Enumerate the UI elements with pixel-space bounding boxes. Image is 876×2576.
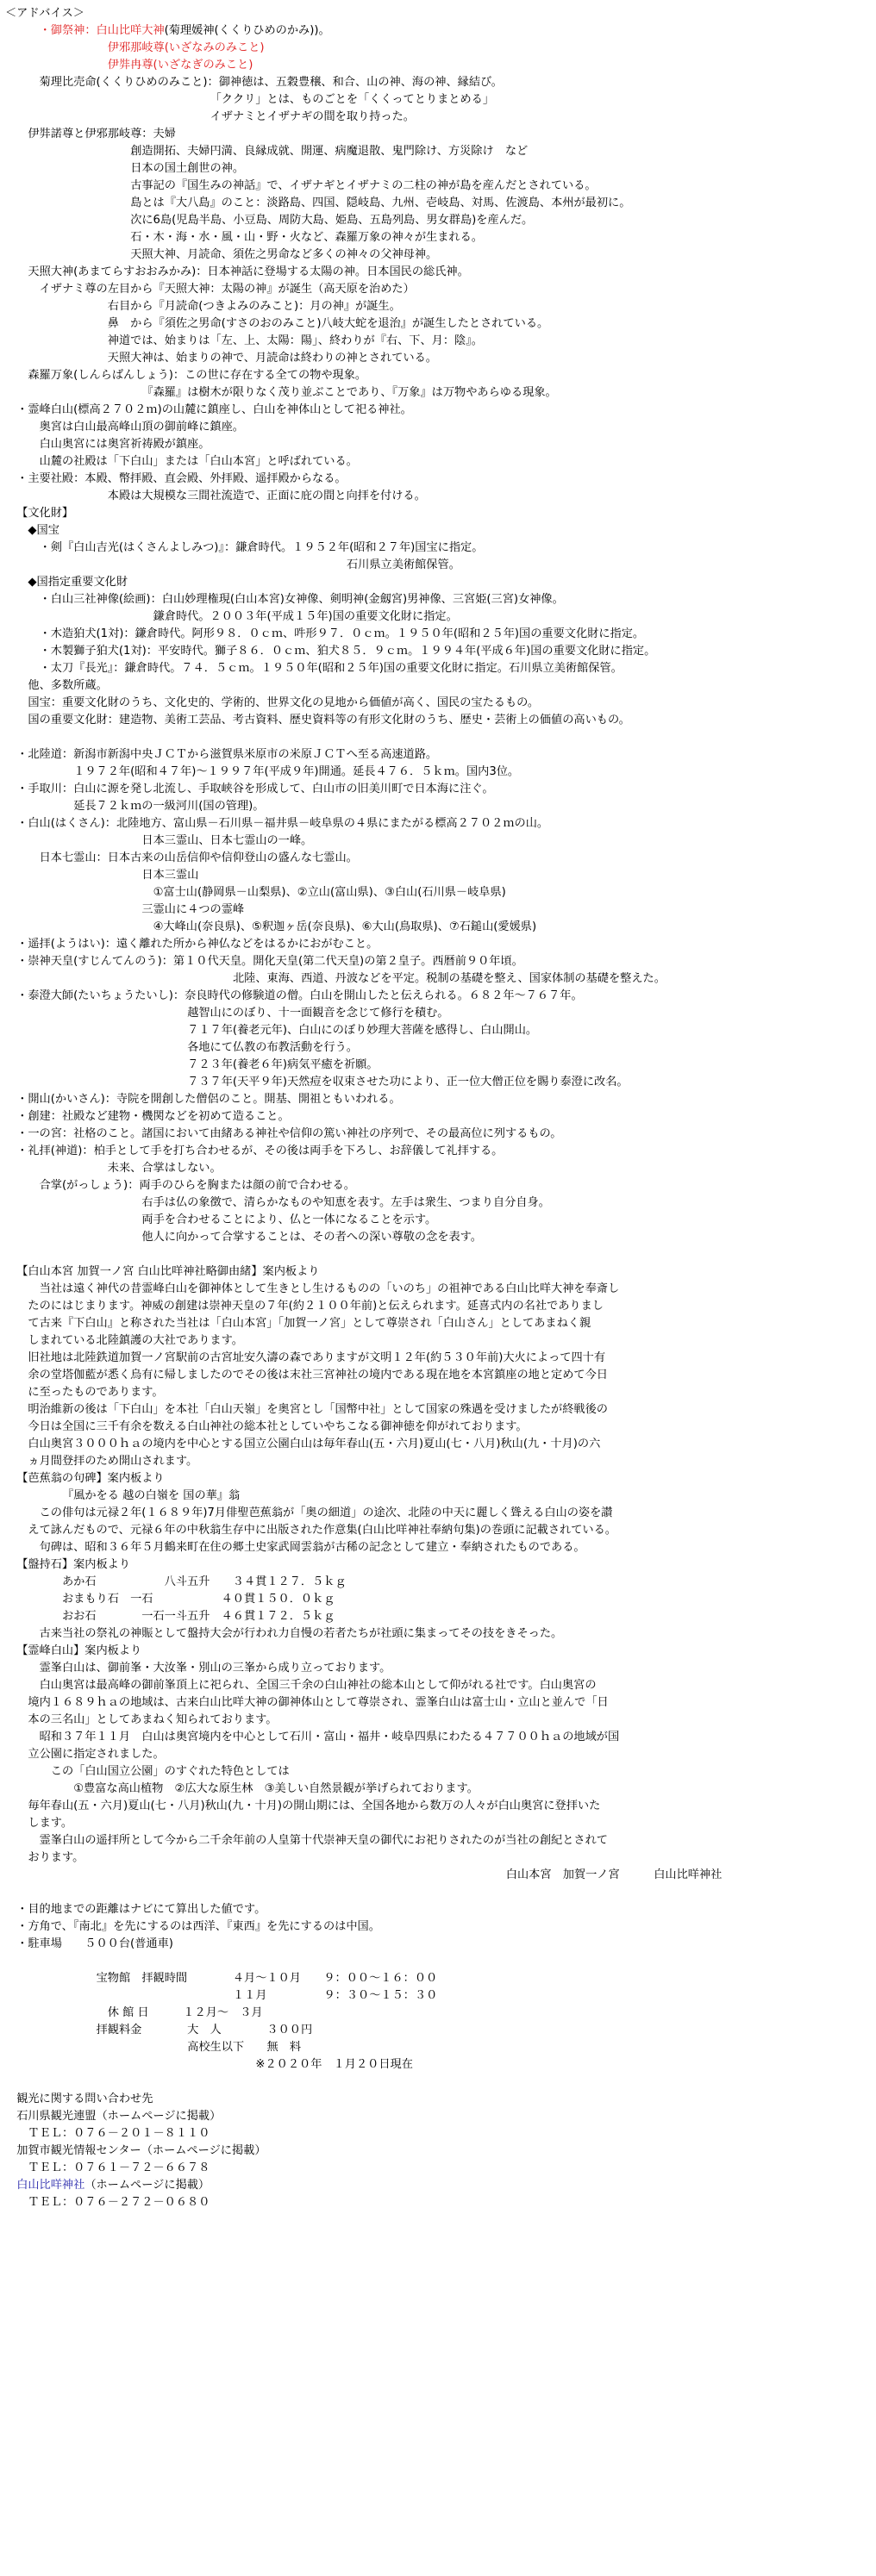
text-segment: ・御祭神：	[39, 24, 97, 37]
text-line: 山麓の社殿は「下白山」または「白山本宮」と呼ばれている。	[39, 455, 358, 468]
text-line: 未来、合掌はしない。	[107, 1162, 222, 1175]
text-line: ・創建：社殿など建物・機関などを初めて造ること。	[16, 1110, 290, 1123]
text-line: 神道では、始まりは「左、上、太陽：陽」、終わりが『右、下、月：陰』。	[107, 334, 483, 347]
text-line	[5, 2177, 876, 2194]
text-line: ①富士山(静岡県－山梨県)、②立山(富山県)、③白山(石川県－岐阜県)	[153, 886, 506, 899]
text-line: 『森羅』は樹木が限りなく茂り並ぶことであり、『万象』は万物やあらゆる現象。	[141, 386, 557, 399]
text-line: ７１７年(養老元年)、白山にのぼり妙理大菩薩を感得し、白山開山。	[187, 1024, 538, 1037]
text-line: ・礼拝(神道)：柏手として手を打ち合わせるが、その後は両手を下ろし、お辞儀して礼拝する。	[16, 1145, 504, 1157]
text-line: 旧社地は北陸鉄道加賀一ノ宮駅前の古宮址安久濤の森でありますが文明１２年(約５３０年前)大火によって四十有	[28, 1351, 606, 1364]
text-line: 句碑は、昭和３６年５月鶴来町在住の郷土史家武岡雲翁が古稀の記念として建立・奉納されたものである。	[39, 1541, 585, 1554]
text-line: 『風かをる 越の白嶺を 国の華』翁	[62, 1489, 241, 1502]
text-line: 伊邪那岐尊(いざなみのみこと)	[107, 41, 265, 54]
text-line: 鼻 から『須佐之男命(すさのおのみこと)八岐大蛇を退治』が誕生したとされている。	[107, 317, 549, 330]
text-line: 休 館 日 １２月～ ３月	[107, 2006, 263, 2019]
text-line: 古来当社の祭礼の神賑として盤持大会が行われ力自慢の若者たちが社頭に集まってその技をきそった。	[39, 1627, 563, 1640]
text-line: 明治維新の後は「下白山」を本社「白山天嶺」を奥宮とし「国幣中社」として国家の殊遇を受けましたが終戦後の	[28, 1403, 608, 1416]
text-line: します。	[28, 1817, 73, 1830]
text-line: ・目的地までの距離はナビにて算出した値です。	[16, 1903, 266, 1916]
text-line: 森羅万象(しんらばんしょう)：この世に存在する全ての物や現象。	[28, 369, 367, 382]
text-line: ・主要社殿：本殿、幣拝殿、直会殿、外拝殿、遥拝殿からなる。	[16, 472, 347, 485]
text-line: ７３７年(天平９年)天然痘を収束させた功により、正一位大僧正位を賜り泰澄に改名。	[187, 1076, 629, 1088]
text-line: ＴＥＬ：０７６－２７２－０６８０	[28, 2196, 210, 2209]
text-line: 立公園に指定されました。	[28, 1748, 165, 1761]
text-line: ・剣『白山吉光(はくさんよしみつ)』：鎌倉時代。１９５２年(昭和２７年)国宝に指定。	[39, 541, 484, 554]
text-line: 白山本宮 加賀一ノ宮 白山比咩神社	[505, 1868, 723, 1881]
text-line: 天照大神は、始まりの神で、月読命は終わりの神とされている。	[107, 352, 437, 365]
text-line: 延長７２ｋｍの一級河川(国の管理)。	[73, 800, 265, 813]
text-line: ・霊峰白山(標高２７０２ｍ)の山麓に鎮座し、白山を神体山として祀る神社。	[16, 403, 412, 416]
text-line: 白山奥宮には奥宮祈祷殿が鎮座。	[39, 438, 210, 451]
text-line: 創造開拓、夫婦円満、良縁成就、開運、病魔退散、鬼門除け、方災除け など	[130, 145, 529, 158]
text-line: イザナミとイザナギの間を取り持った。	[210, 110, 415, 123]
text-line: ・方角で、『南北』を先にするのは西洋、『東西』を先にするのは中国。	[16, 1920, 380, 1933]
text-line: 本殿は大規模な三間社流造で、正面に庇の間と向拝を付ける。	[107, 490, 426, 502]
text-line: １１月 ９：３０～１５：３０	[233, 1989, 438, 2002]
text-line: しまれている北陸鎮護の大社であります。	[28, 1334, 243, 1347]
text-line: 合掌(がっしょう)：両手のひらを胸または顔の前で合わせる。	[39, 1179, 355, 1192]
text-line: 拝観料金 大 人 ３００円	[96, 2024, 313, 2036]
text-line: 霊峯白山は、御前峯・大汝峯・別山の三峯から成り立っております。	[39, 1662, 391, 1675]
text-line: 日本の国土創世の神。	[130, 162, 245, 175]
link-text[interactable]: 白山比咩神社	[16, 2179, 85, 2192]
text-line: ・太刀『長光』：鎌倉時代。７４．５ｃｍ。１９５０年(昭和２５年)国の重要文化財に指定。石川県立美術館保管。	[39, 662, 623, 675]
text-line: 白山奥宮３０００ｈａの境内を中心とする国立公園白山は毎年春山(五・六月)夏山(七・八月)秋山(九・十月)の六	[28, 1438, 601, 1450]
text-line: ＜アドバイス＞	[5, 7, 84, 20]
text-line: て古来『下白山』と称された当社は「白山本宮」「加賀一ノ宮」として尊崇され「白山さん」としてあまねく親	[28, 1317, 591, 1330]
text-line: 越智山にのぼり、十一面観音を念じて修行を積む。	[187, 1007, 449, 1020]
text-line: 【白山本宮 加賀一ノ宮 白山比咩神社略御由緒】案内板より	[16, 1265, 320, 1278]
text-line: 鎌倉時代。２００３年(平成１５年)国の重要文化財に指定。	[153, 610, 458, 623]
text-line: 霊峯白山の遥拝所として今から二千余年前の人皇第十代崇神天皇の御代にお祀りされたのが当社の創紀とされて	[39, 1834, 608, 1847]
text-line: 伊弉冉尊(いざなぎのみこと)	[107, 59, 253, 72]
text-line: おまもり石 一石 ４０貫１５０．０ｋｇ	[62, 1593, 335, 1606]
text-line: 北陸、東海、西道、丹波などを平定。税制の基礎を整え、国家体制の基礎を整えた。	[233, 972, 666, 985]
text-line: おお石 一石一斗五升 ４６貫１７２．５ｋｇ	[62, 1610, 335, 1623]
text-segment: （ホームページに掲載）	[84, 2179, 210, 2192]
text-line: 加賀市観光情報センター（ホームページに掲載）	[16, 2144, 266, 2157]
text-line: えて詠んだもので、元禄６年の中秋翁生存中に出版された作意集(白山比咩神社奉納句集)の巻頭に記載されている。	[28, 1524, 616, 1537]
text-line: 古事記の『国生みの神話』で、イザナギとイザナミの二柱の神が島を産んだとされている。	[130, 179, 597, 192]
text-line: たのにはじまります。神威の創建は崇神天皇の７年(約２１００年前)と伝えられます。延喜式内の名社でありまし	[28, 1300, 604, 1313]
text-line: ・白山三社神像(絵画)：白山妙理権現(白山本宮)女神像、剣明神(金劔宮)男神像、三宮姫(三宮)女神像。	[39, 593, 564, 606]
text-line: 日本三霊山	[141, 869, 199, 882]
text-line: 菊理比売命(くくりひめのみこと)：御神徳は、五穀豊穣、和合、山の神、海の神、縁結び。	[39, 76, 503, 89]
text-line: 当社は遠く神代の昔霊峰白山を御神体として生きとし生けるものの「いのち」の祖神である白山比咩大神を奉斎し	[39, 1282, 620, 1295]
text-line: ※２０２０年 １月２０日現在	[255, 2058, 413, 2071]
text-line: ・木製獅子狛犬(1対)：平安時代。獅子８６．０ｃｍ、狛犬８５．９ｃｍ。１９９４年(平成６年)国の重要文化財に指定。	[39, 645, 656, 658]
text-line: ＴＥＬ：０７６１－７２－６６７８	[28, 2161, 210, 2174]
text-line: 「ククリ」とは、ものごとを「くくってとりまとめる」	[210, 93, 495, 106]
text-line: ・手取川：白山に源を発し北流し、手取峡谷を形成して、白山市の旧美川町で日本海に注ぐ。	[16, 783, 494, 795]
text-line	[5, 1246, 876, 1263]
text-line: 毎年春山(五・六月)夏山(七・八月)秋山(九・十月)の開山期には、全国各地から数万の人々が白山奥宮に登拝いた	[28, 1799, 601, 1812]
text-line: この俳句は元禄２年(１６８９年)7月俳聖芭蕉翁が「奥の細道」の途次、北陸の中天に麗しく聳える白山の姿を讃	[39, 1506, 613, 1519]
text-line: ・北陸道：新潟市新潟中央ＪＣＴから滋賀県米原市の米原ＪＣＴへ至る高速道路。	[16, 748, 438, 761]
text-line: 他、多数所蔵。	[28, 679, 108, 692]
text-line	[5, 729, 876, 746]
text-line: ７２３年(養老６年)病気平癒を祈願。	[187, 1058, 379, 1071]
text-line: ・駐車場 ５００台(普通車)	[16, 1937, 173, 1950]
text-line: 余の堂塔伽藍が悉く烏有に帰しましたのでその後は末社三宮神社の境内である現在地を本宮鎮座の地と定めて今日	[28, 1369, 608, 1382]
text-line: 国の重要文化財：建造物、美術工芸品、考古資料、歴史資料等の有形文化財のうち、歴史・芸術上の価値の高いもの。	[28, 714, 630, 727]
text-line	[5, 1884, 876, 1901]
text-line: ・崇神天皇(すじんてんのう)：第１０代天皇。開化天皇(第二代天皇)の第２皇子。西暦前９０年頃。	[16, 955, 523, 968]
text-line: に至ったものであります。	[28, 1386, 164, 1399]
text-line: ◆国指定重要文化財	[28, 576, 128, 589]
text-line: イザナミ尊の左目から『天照大神：太陽の神』が誕生（高天原を治めた）	[39, 283, 415, 296]
text-line: 境内１６８９ｈａの地域は、古来白山比咩大神の御神体山として尊崇され、霊峯白山は富士山・立山と並んで「日	[28, 1696, 609, 1709]
text-line: 宝物館 拝観時間 ４月～１０月 ９：００～１６：００	[96, 1972, 438, 1985]
text-line: 観光に関する問い合わせ先	[16, 2093, 153, 2105]
text-line: 島とは『大八島』のこと：淡路島、四国、隠岐島、九州、壱岐島、対馬、佐渡島、本州が最初に。	[130, 196, 631, 209]
text-line	[5, 22, 876, 40]
text-line: 他人に向かって合掌することは、その者への深い尊敬の念を表す。	[141, 1231, 482, 1244]
text-line: ・木造狛犬(1対)：鎌倉時代。阿形９８．０ｃｍ、吽形９７．０ｃｍ。１９５０年(昭和２５年)国の重要文化財に指定。	[39, 627, 645, 640]
text-line: ④大峰山(奈良県)、⑤釈迦ヶ岳(奈良県)、⑥大山(鳥取県)、⑦石鎚山(愛媛県)	[153, 920, 537, 933]
text-line: 【霊峰白山】案内板より	[16, 1644, 142, 1657]
text-line: ・泰澄大師(たいちょうたいし)：奈良時代の修験道の僧。白山を開山したと伝えられる。６８２年～７６７年。	[16, 989, 583, 1002]
text-line: あか石 八斗五升 ３４貫１２７．５ｋｇ	[62, 1575, 347, 1588]
text-line: 両手を合わせることにより、仏と一体になることを示す。	[141, 1213, 437, 1226]
text-line: おります。	[28, 1851, 84, 1864]
text-line: 天照大神、月読命、須佐之男命など多くの神々の父神母神。	[130, 248, 438, 261]
text-segment: 白山比咩大神	[96, 24, 165, 37]
text-line: 日本三霊山、日本七霊山の一峰。	[141, 834, 313, 847]
text-line: 石川県観光連盟（ホームページに掲載）	[16, 2110, 222, 2123]
text-line: 伊弉諾尊と伊邪那岐尊：夫婦	[28, 128, 176, 140]
text-line: ①豊富な高山植物 ②広大な原生林 ③美しい自然景観が挙げられております。	[73, 1782, 479, 1795]
text-line: ＴＥＬ：０７６－２０１－８１１０	[28, 2127, 210, 2140]
text-segment: (菊理媛神(くくりひめのかみ))。	[164, 24, 330, 37]
text-line	[5, 2074, 876, 2091]
text-line: 【文化財】	[16, 507, 74, 520]
text-line: 昭和３７年１１月 白山は奥宮境内を中心として石川・富山・福井・岐阜四県にわたる４７７００ｈａの地域が国	[39, 1731, 620, 1743]
text-line: 国宝：重要文化財のうち、文化史的、学術的、世界文化の見地から価値が高く、国民の宝たるもの。	[28, 696, 540, 709]
text-line: 本の三名山」としてあまねく知られております。	[28, 1713, 278, 1726]
text-line: １９７２年(昭和４７年)～１９９７年(平成９年)開通。延長４７６．５ｋｍ。国内3位。	[73, 765, 520, 778]
text-line: 高校生以下 無 料	[187, 2041, 302, 2054]
text-line: 石・木・海・水・風・山・野・火など、森羅万象の神々が生まれる。	[130, 231, 483, 244]
text-line: 天照大神(あまてらすおおみかみ)：日本神話に登場する太陽の神。日本国民の総氏神。	[28, 265, 469, 278]
text-line: ・一の宮：社格のこと。諸国において由緒ある神社や信仰の篤い神社の序列で、その最高位に列するもの。	[16, 1127, 562, 1140]
text-line: 右手は仏の象徴で、清らかなものや知恵を表す。左手は衆生、つまり自分自身。	[141, 1196, 550, 1209]
text-line: 次に6島(児島半島、小豆島、周防大島、姫島、五島列島、男女群島)を産んだ。	[130, 214, 534, 227]
text-line: 右目から『月読命(つきよみのみこと)：月の神』が誕生。	[107, 300, 401, 313]
text-line	[5, 1953, 876, 1970]
text-line: 石川県立美術館保管。	[347, 558, 460, 571]
text-line: ヵ月間登拝のため開山されます。	[28, 1455, 198, 1468]
text-line: 【芭蕉翁の句碑】案内板より	[16, 1472, 165, 1485]
text-line: 奥宮は白山最高峰山頂の御前峰に鎮座。	[39, 421, 244, 433]
text-line: 日本七霊山：日本古来の山岳信仰や信仰登山の盛んな七霊山。	[39, 851, 358, 864]
text-line: 【盤持石】案内板より	[16, 1558, 131, 1571]
text-line: ・白山(はくさん)：北陸地方、富山県－石川県－福井県－岐阜県の４県にまたがる標高２７０２ｍの山。	[16, 817, 549, 830]
text-line: ・遥拝(ようはい)：遠く離れた所から神仏などをはるかにおがむこと。	[16, 938, 379, 951]
text-line: この「白山国立公園」のすぐれた特色としては	[50, 1765, 290, 1778]
text-line: ◆国宝	[28, 524, 59, 537]
text-line: 白山奥宮は最高峰の御前峯頂上に祀られ、全国三千余の白山神社の総本山として仰がれる社です。白山奥宮の	[39, 1679, 597, 1692]
text-line: 今日は全国に三千有余を数える白山神社の総本社としていやちこなる御神徳を仰がれております。	[28, 1420, 528, 1433]
text-line: 三霊山に４つの霊峰	[141, 903, 245, 916]
text-line: 各地にて仏教の布教活動を行う。	[187, 1041, 358, 1054]
text-line: ・開山(かいさん)：寺院を開創した僧侶のこと。開基、開祖ともいわれる。	[16, 1093, 401, 1106]
